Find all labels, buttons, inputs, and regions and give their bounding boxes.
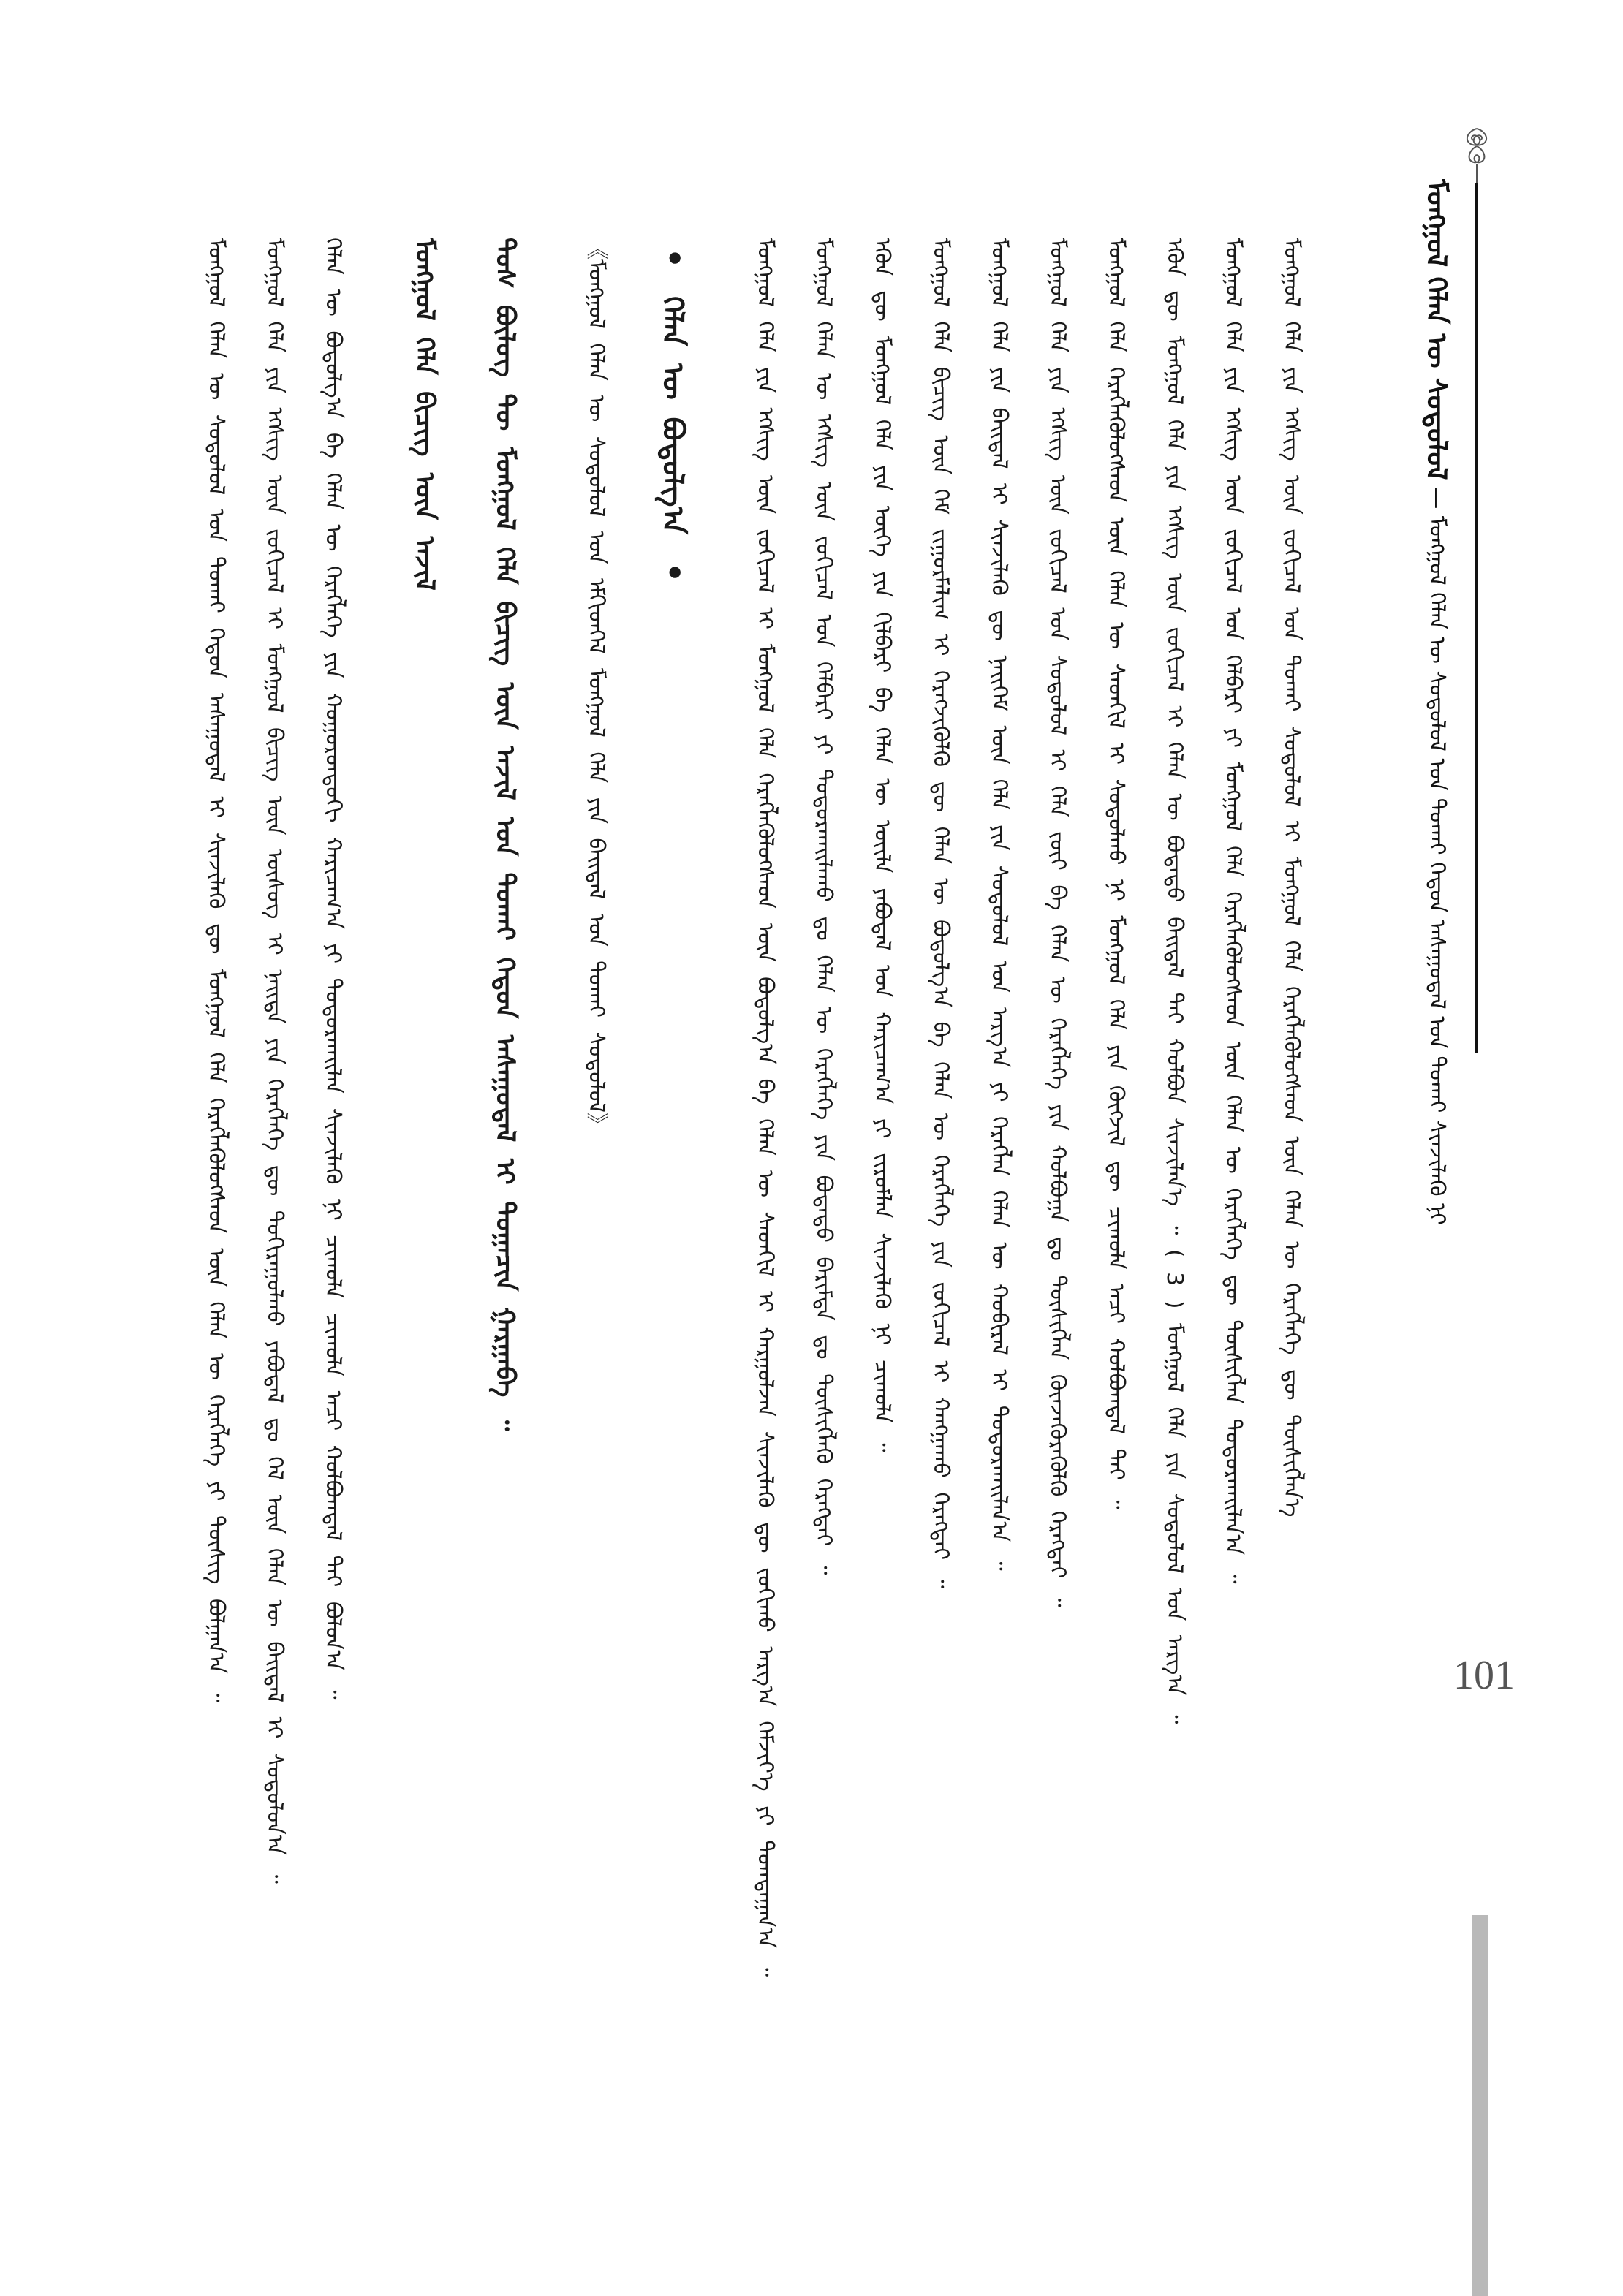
text-line: ᠡᠭᠦᠨ ᠳᠦ ᠮᠣᠩᠭᠣᠯ ᠬᠡᠯᠡ ᠶᠢᠨ ᠦᠭᠡ ᠶᠢᠨ ᠬᠢᠯᠪᠡᠷᠢ ᠪᠠ ᠬᠡᠯᠡᠨ ᠦ ᠦᠢᠯᠡ ᠶᠠᠪᠤᠳᠠᠯ ᠤᠨ ᠬᠠᠷᠢᠴᠠᠭ᠎ᠠ ᠶᠢ ᠵᠢᠷᠤᠮᠯᠠᠨ ᠰᠢᠨᠵᠢᠯᠡᠬᠦ ᠨᠢ ᠴᠢᠬᠤᠯᠠ ᠃ [869, 238, 895, 1452]
paragraph-1 [186, 238, 362, 2182]
text-line: ᠮᠣᠩᠭᠣᠯ ᠬᠡᠯᠡ ᠶᠢᠨ ᠡᠭᠰᠢᠭ ᠦᠨ ᠵᠣᠬᠢᠴᠠᠯ ᠢ ᠮᠣᠩᠭᠣᠯ ᠬᠡᠯᠡ ᠬᠡᠷᠡᠭᠯᠡᠭᠦᠯᠦᠭᠰᠡᠳ ᠦᠨ ᠪᠣᠳᠣᠯᠭ᠎ᠠ ᠪᠠ ᠬᠡᠯᠡᠨ ᠦ ᠰᠡᠳᠬᠢᠯ ᠢ ᠬᠠᠷᠭᠤᠯᠵᠠᠨ ᠰᠢᠨᠵᠢᠯᠡᠬᠦ ᠳᠦ ᠵᠣᠬᠢᠬᠤ ᠠᠷᠭ᠎ᠠ ᠬᠡᠮᠵᠢᠶ᠎ᠡ ᠶᠢ ᠲᠣᠭᠲᠠᠭᠠᠨ᠎ᠠ ᠃ [752, 238, 778, 1977]
text-line: ᠬᠡᠯᠡᠨ ᠦ ᠪᠣᠳᠣᠯᠭ᠎ᠠ ᠪᠠ ᠬᠡᠯᠡᠨ ᠦ ᠬᠡᠷᠡᠭᠯᠡᠭᠡ ᠶᠢᠨ ᠬᠣᠭᠣᠷᠣᠨᠳᠣᠬᠢ ᠬᠠᠷᠢᠴᠠᠭ᠎ᠠ ᠶᠢ ᠲᠣᠳᠣᠷᠬᠠᠢᠯᠠᠨ ᠰᠢᠨᠵᠢᠯᠡᠬᠦ ᠨᠢ ᠴᠢᠬᠤᠯᠠ ᠴᠢᠬᠤᠯᠠ ᠠᠴᠢ ᠬᠣᠯᠪᠣᠭᠳᠠᠯ ᠲᠠᠢ ᠪᠣᠯᠤᠨ᠎ᠠ ᠃ [320, 238, 346, 1700]
text-line: ᠮᠣᠩᠭᠣᠯ ᠬᠡᠯᠡ ᠶᠢᠨ ᠪᠠᠢᠳᠠᠯ ᠢ ᠰᠢᠨᠵᠢᠯᠡᠬᠦ ᠳᠦ ᠨᠡᠢᠭᠡᠮ ᠦᠨ ᠬᠡᠯᠡ ᠶᠢᠨ ᠰᠤᠳᠤᠯᠤᠯ ᠤᠨ ᠠᠷᠭ᠎ᠠ ᠶᠢ ᠬᠡᠷᠡᠭᠯᠡᠨ ᠬᠡᠯᠡᠨ ᠦ ᠬᠤᠪᠢᠷᠠᠯ ᠢ ᠲᠣᠳᠣᠷᠬᠠᠢᠯᠠᠨ᠎ᠠ ᠃ [986, 238, 1012, 1571]
text-line: ᠮᠣᠩᠭᠣᠯ ᠬᠡᠯᠡᠨ ᠦ ᠡᠭᠰᠢᠭ ᠦᠨ ᠵᠣᠬᠢᠴᠠᠯ ᠤᠨ ᠬᠡᠯᠪᠡᠷᠢ ᠶᠢ ᠲᠣᠳᠣᠷᠬᠠᠢᠯᠠᠬᠤ ᠳᠤ ᠬᠡᠯᠡᠨ ᠦ ᠬᠡᠷᠡᠭᠯᠡᠭᠡ ᠶᠢᠨ ᠪᠣᠳᠠᠲᠤ ᠪᠠᠷᠢᠮᠲᠠ ᠳᠤ ᠲᠦᠰᠢᠭᠯᠡᠬᠦ ᠬᠡᠷᠡᠭᠲᠡᠢ ᠃ [811, 238, 836, 1575]
running-head [1411, 179, 1462, 1239]
body-text [186, 238, 1385, 2182]
text-line: ᠮᠣᠩᠭᠣᠯ ᠬᠡᠯᠡ ᠶᠢᠨ ᠡᠭᠰᠢᠭ ᠦᠨ ᠵᠣᠬᠢᠴᠠᠯ ᠤᠨ ᠲᠤᠬᠠᠢ ᠰᠤᠳᠤᠯᠤᠯ ᠢ ᠮᠣᠩᠭᠣᠯ ᠬᠡᠯᠡ ᠬᠡᠷᠡᠭᠯᠡᠭᠦᠯᠦᠭᠰᠡᠳ ᠦᠨ ᠬᠡᠯᠡᠨ ᠦ ᠬᠡᠷᠡᠭᠯᠡᠭᠡ ᠳᠦ ᠲᠦᠰᠢᠭᠯᠡᠨ᠎ᠡ [1279, 238, 1304, 1518]
text-line: ᠮᠣᠩᠭᠣᠯ ᠬᠡᠯᠡ ᠶᠢᠨ ᠡᠭᠰᠢᠭ ᠦᠨ ᠵᠣᠬᠢᠴᠠᠯ ᠢ ᠮᠣᠩᠭᠣᠯ ᠪᠢᠴᠢᠭ ᠦᠨ ᠦᠰᠦᠭ ᠢ ᠨᠡᠢᠲᠡ ᠶᠢᠨ ᠬᠡᠷᠡᠭᠯᠡᠭᠡ ᠳᠦ ᠲᠣᠬᠢᠷᠠᠭᠤᠯᠬᠤ ᠶᠠᠪᠤᠳᠠᠯ ᠳᠤ ᠭᠡᠯ ᠦᠨ ᠬᠡᠯᠡᠨ ᠦ ᠪᠠᠢᠳᠠᠯ ᠢ ᠰᠤᠳᠤᠯᠤᠨ᠎ᠠ ᠃ [262, 238, 287, 1884]
bullet-icon: • [655, 561, 692, 583]
page-number: 101 [1453, 1653, 1515, 1698]
running-head-dash: — [1424, 487, 1450, 516]
header-ornament-icon [1458, 124, 1496, 190]
running-head-subtitle: ᠮᠣᠩᠭᠣᠯ ᠬᠡᠯᠡᠨ ᠦ ᠰᠤᠳᠤᠯᠤᠯ ᠤᠨ ᠲᠤᠬᠠᠢ ᠬᠡᠳᠦᠨ ᠠᠰᠠᠭᠤᠳᠠᠯ ᠤᠨ ᠲᠤᠬᠠᠢ ᠰᠢᠨᠵᠢᠯᠡᠬᠦ ᠨᠢ [1424, 515, 1450, 1225]
section-heading [632, 238, 714, 2182]
paragraph-2 [735, 238, 1320, 2182]
text-line: ᠮᠣᠩᠭᠣᠯ ᠬᠡᠯᠡᠨ ᠦ ᠰᠤᠳᠤᠯᠤᠯ ᠤᠨ ᠲᠤᠬᠠᠢ ᠬᠡᠳᠦᠨ ᠠᠰᠠᠭᠤᠳᠠᠯ ᠢ ᠰᠢᠨᠵᠢᠯᠡᠬᠦ ᠳᠦ ᠮᠣᠩᠭᠣᠯ ᠬᠡᠯᠡ ᠬᠡᠷᠡᠭᠯᠡᠭᠦᠯᠦᠭᠰᠡᠳ ᠦᠨ ᠬᠡᠯᠡᠨ ᠦ ᠬᠡᠷᠡᠭᠯᠡᠭᠡ ᠶᠢ ᠲᠦᠰᠢᠭ ᠪᠣᠯᠭᠠᠨ᠎ᠠ ᠃ [203, 238, 229, 1702]
header-rule [1475, 183, 1478, 1053]
text-line: ᠮᠣᠩᠭᠣᠯ ᠬᠡᠯᠡ ᠪᠢᠴᠢᠭ ᠦᠨ ᠬᠡᠮ ᠵᠢᠭᠤᠷᠮᠠᠯᠢᠭ ᠢ ᠬᠡᠷᠡᠭᠵᠢᠭᠦᠯᠬᠦ ᠳᠦ ᠬᠡᠯᠡᠨ ᠦ ᠪᠣᠳᠣᠯᠭ᠎ᠠ ᠪᠠ ᠬᠡᠯᠡᠨ ᠦ ᠬᠡᠷᠡᠭᠯᠡᠭᠡ ᠶᠢᠨ ᠵᠣᠬᠢᠴᠠᠯ ᠢ ᠬᠠᠩᠭᠠᠬᠤ ᠬᠡᠷᠡᠭᠲᠡᠢ ᠃ [928, 238, 953, 1589]
subheading-text: ᠮᠣᠩᠭᠣᠯ ᠬᠡᠯᠡ ᠪᠢᠴᠢᠭ ᠦᠨ ᠠᠵᠢᠯ [409, 238, 439, 591]
section-heading-text: ᠬᠡᠯᠡᠨ ᠦ ᠪᠣᠳᠣᠯᠭ᠎ᠠ [656, 296, 689, 534]
quoted-title: 《ᠮᠣᠩᠭᠣᠯ ᠬᠡᠯᠡᠨ ᠦ ᠰᠤᠳᠤᠯᠤᠯ ᠤᠨ ᠡᠮᠬᠢᠳᠬᠡᠯ ᠮᠣᠩᠭᠣᠯ ᠬᠡᠯᠡ ᠶᠢᠨ ᠪᠠᠢᠳᠠᠯ ᠤᠨ ᠲᠤᠬᠠᠢ ᠰᠤᠳᠤᠯᠤᠯ》 [583, 238, 609, 1134]
bullet-icon: • [655, 248, 692, 269]
text-line: ᠮᠣᠩᠭᠣᠯ ᠬᠡᠯᠡ ᠬᠡᠷᠡᠭᠯᠡᠭᠦᠯᠦᠭᠰᠡᠳ ᠦᠨ ᠬᠡᠯᠡᠨ ᠦ ᠰᠡᠳᠬᠢᠯ ᠢ ᠰᠤᠳᠤᠯᠬᠤ ᠨᠢ ᠮᠣᠩᠭᠣᠯ ᠬᠡᠯᠡ ᠶᠢᠨ ᠬᠦᠭᠵᠢᠯ ᠳᠦ ᠴᠢᠬᠤᠯᠠ ᠠᠴᠢ ᠬᠣᠯᠪᠣᠭᠳᠠᠯ ᠲᠠᠢ ᠃ [1103, 238, 1129, 1509]
text-line: ᠮᠣᠩᠭᠣᠯ ᠬᠡᠯᠡ ᠶᠢᠨ ᠡᠭᠰᠢᠭ ᠦᠨ ᠵᠣᠬᠢᠴᠠᠯ ᠤᠨ ᠬᠡᠯᠪᠡᠷᠢ ᠶᠢ ᠮᠣᠩᠭᠣᠯ ᠬᠡᠯᠡ ᠬᠡᠷᠡᠭᠯᠡᠭᠦᠯᠦᠭᠰᠡᠳ ᠦᠨ ᠬᠡᠯᠡᠨ ᠦ ᠬᠡᠷᠡᠭᠯᠡᠭᠡ ᠳᠦ ᠲᠦᠰᠢᠭᠯᠡᠨ ᠲᠣᠳᠣᠷᠬᠠᠢᠯᠠᠨ᠎ᠠ ᠃ [1220, 238, 1246, 1584]
subheading [384, 238, 545, 2182]
running-head-title: ᠮᠣᠩᠭᠣᠯ ᠬᠡᠯᠡᠨ ᠦ ᠰᠤᠳᠤᠯᠤᠯ [1420, 179, 1453, 480]
text-line: ᠮᠣᠩᠭᠣᠯ ᠬᠡᠯᠡ ᠶᠢᠨ ᠡᠭᠰᠢᠭ ᠦᠨ ᠵᠣᠬᠢᠴᠠᠯ ᠤᠨ ᠰᠤᠳᠤᠯᠤᠯ ᠢ ᠬᠡᠯᠡ ᠵᠦᠢ ᠪᠠ ᠬᠡᠯᠡᠨ ᠦ ᠬᠡᠷᠡᠭᠯᠡᠭᠡ ᠶᠢᠨ ᠬᠣᠯᠪᠣᠭᠠ ᠳᠤ ᠲᠦᠰᠢᠭᠯᠡᠨ ᠭᠦᠨᠵᠡᠭᠦᠷᠡᠭᠦᠯᠬᠦ ᠬᠡᠷᠡᠭᠲᠡᠢ ᠃ [1045, 238, 1070, 1607]
page-edge-tab [1472, 1915, 1488, 2296]
text-line: ᠲᠤᠰ ᠪᠦᠯᠦᠭ ᠲᠦ ᠮᠣᠩᠭᠣᠯ ᠬᠡᠯᠡ ᠪᠢᠴᠢᠭ ᠦᠨ ᠠᠵᠢᠯ ᠤᠨ ᠲᠤᠬᠠᠢ ᠬᠡᠳᠦᠨ ᠠᠰᠠᠭᠤᠳᠠᠯ ᠢ ᠲᠣᠭᠠᠴᠢᠨ ᠭᠠᠷᠭᠠᠪᠠ ᠃ [490, 238, 520, 1431]
text-line: ᠡᠭᠦᠨ ᠳᠦ ᠮᠣᠩᠭᠣᠯ ᠬᠡᠯᠡ ᠶᠢᠨ ᠡᠭᠰᠢᠭ ᠦᠨ ᠵᠣᠬᠢᠴᠠᠯ ᠢ ᠬᠡᠯᠡᠨ ᠦ ᠪᠣᠳᠠᠲᠤ ᠪᠠᠢᠳᠠᠯ ᠲᠠᠢ ᠬᠣᠯᠪᠣᠨ ᠰᠢᠨᠵᠢᠯᠡᠨ᠎ᠡ ᠃ ( 3 ) ᠮᠣᠩᠭᠣᠯ ᠬᠡᠯᠡ ᠶᠢᠨ ᠰᠤᠳᠤᠯᠤᠯ ᠤᠨ ᠠᠷᠭ᠎ᠠ ᠃ [1162, 238, 1187, 1724]
